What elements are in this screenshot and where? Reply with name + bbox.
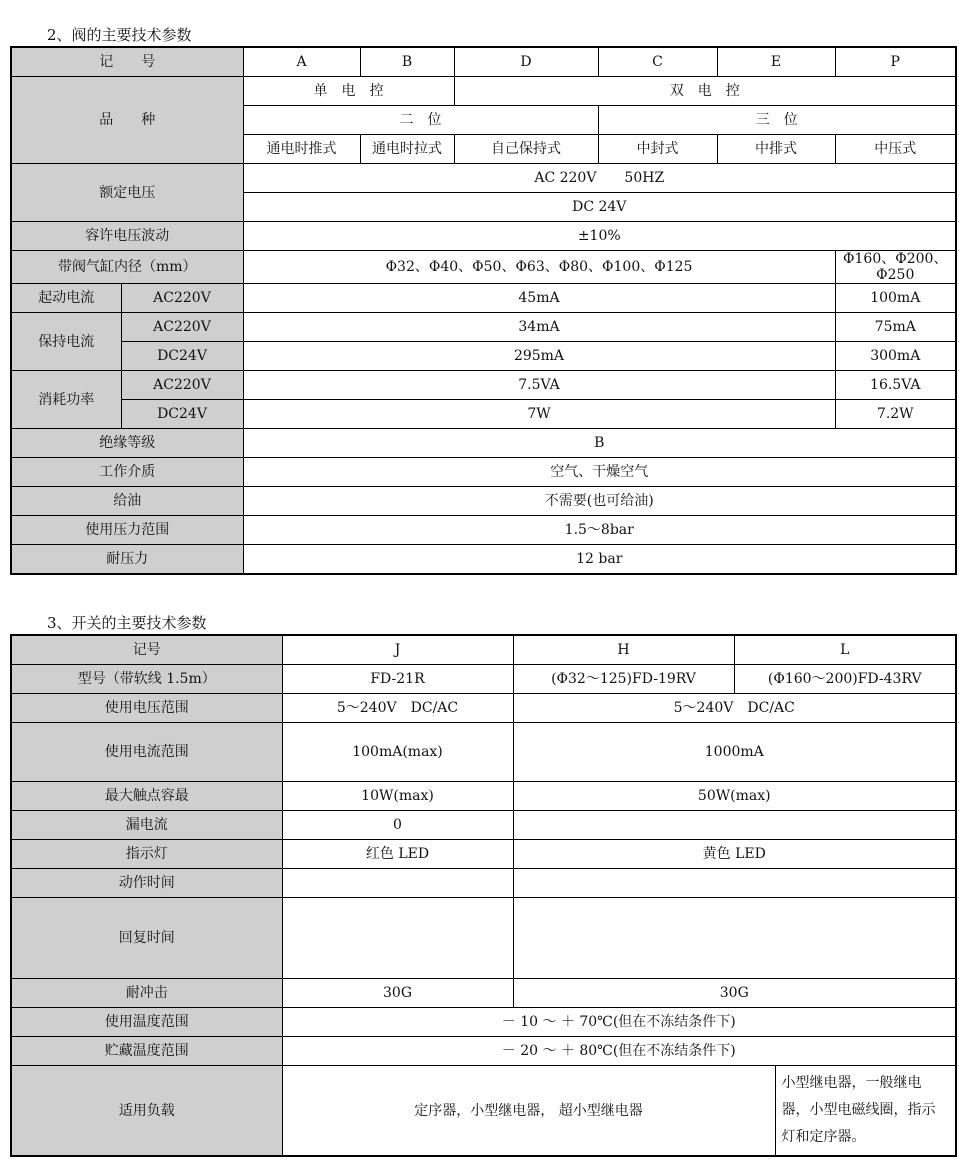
contact-hl: 50W(max) xyxy=(513,782,956,811)
power-dc-large: 7.2W xyxy=(835,400,956,429)
tolerance-value: ±10% xyxy=(243,222,956,251)
rated-voltage-label: 额定电压 xyxy=(11,164,243,222)
leak-hl xyxy=(513,811,956,840)
valve-heading: 2、阀的主要技术参数 xyxy=(47,26,192,44)
load-l: 小型继电器，一般继电器，小型电磁线圈，指示灯和定序器。 xyxy=(775,1066,956,1157)
model-h: (Φ32～125)FD-19RV xyxy=(513,665,734,694)
hold-current-label: 保持电流 xyxy=(11,313,121,371)
pressure-value: 1.5～8bar xyxy=(243,516,956,545)
load-jh: 定序器，小型继电器， 超小型继电器 xyxy=(282,1066,775,1157)
temp-use-value: － 10 ～ ＋ 70℃(但在不冻结条件下) xyxy=(282,1008,956,1037)
action-time-label: 动作时间 xyxy=(11,869,282,898)
double-control: 双 电 控 xyxy=(454,77,956,106)
lamp-j: 红色 LED xyxy=(282,840,513,869)
switch-code-j: J xyxy=(282,635,513,665)
hold-dc-small: 295mA xyxy=(243,342,835,371)
hold-ac-label: AC220V xyxy=(121,313,243,342)
reset-time-label: 回复时间 xyxy=(11,898,282,979)
type-pressure-center: 中压式 xyxy=(835,135,956,164)
action-time-hl xyxy=(513,869,956,898)
voltage-label: 使用电压范围 xyxy=(11,694,282,723)
hold-ac-small: 34mA xyxy=(243,313,835,342)
medium-label: 工作介质 xyxy=(11,458,243,487)
power-dc-label: DC24V xyxy=(121,400,243,429)
current-j: 100mA(max) xyxy=(282,723,513,782)
leak-j: 0 xyxy=(282,811,513,840)
start-current-ac-label: AC220V xyxy=(121,284,243,313)
reset-time-hl xyxy=(513,898,956,979)
shock-hl: 30G xyxy=(513,979,956,1008)
rated-voltage-dc: DC 24V xyxy=(243,193,956,222)
valve-code-d: D xyxy=(454,47,598,77)
voltage-hl: 5～240V DC/AC xyxy=(513,694,956,723)
start-ac-small: 45mA xyxy=(243,284,835,313)
switch-code-label: 记号 xyxy=(11,635,282,665)
reset-time-j xyxy=(282,898,513,979)
hold-dc-large: 300mA xyxy=(835,342,956,371)
power-dc-small: 7W xyxy=(243,400,835,429)
model-l: (Φ160～200)FD-43RV xyxy=(734,665,956,694)
bore-label: 带阀气缸内径（mm） xyxy=(11,251,243,284)
voltage-j: 5～240V DC/AC xyxy=(282,694,513,723)
power-ac-label: AC220V xyxy=(121,371,243,400)
contact-label: 最大触点容最 xyxy=(11,782,282,811)
power-label: 消耗功率 xyxy=(11,371,121,429)
model-label: 型号（带软线 1.5m） xyxy=(11,665,282,694)
bore-small: Φ32、Φ40、Φ50、Φ63、Φ80、Φ100、Φ125 xyxy=(243,251,835,284)
proof-value: 12 bar xyxy=(243,545,956,575)
bore-large: Φ160、Φ200、Φ250 xyxy=(835,251,956,284)
valve-spec-table xyxy=(10,46,957,575)
start-current-label: 起动电流 xyxy=(11,284,121,313)
temp-store-label: 贮藏温度范围 xyxy=(11,1037,282,1066)
valve-code-a: A xyxy=(243,47,360,77)
power-ac-large: 16.5VA xyxy=(835,371,956,400)
valve-code-p: P xyxy=(835,47,956,77)
model-j: FD-21R xyxy=(282,665,513,694)
oil-label: 给油 xyxy=(11,487,243,516)
valve-code-b: B xyxy=(360,47,454,77)
type-closed-center: 中封式 xyxy=(598,135,717,164)
lamp-label: 指示灯 xyxy=(11,840,282,869)
switch-heading: 3、开关的主要技术参数 xyxy=(47,614,207,632)
lamp-hl: 黄色 LED xyxy=(513,840,956,869)
valve-code-label: 记 号 xyxy=(11,47,243,77)
hold-ac-large: 75mA xyxy=(835,313,956,342)
switch-spec-table xyxy=(10,634,957,1157)
pressure-label: 使用压力范围 xyxy=(11,516,243,545)
current-label: 使用电流范围 xyxy=(11,723,282,782)
single-control: 单 电 控 xyxy=(243,77,454,106)
insulation-label: 绝缘等级 xyxy=(11,429,243,458)
type-self-hold: 自己保持式 xyxy=(454,135,598,164)
leak-label: 漏电流 xyxy=(11,811,282,840)
start-ac-large: 100mA xyxy=(835,284,956,313)
oil-value: 不需要(也可给油) xyxy=(243,487,956,516)
contact-j: 10W(max) xyxy=(282,782,513,811)
insulation-value: B xyxy=(243,429,956,458)
shock-j: 30G xyxy=(282,979,513,1008)
valve-code-c: C xyxy=(598,47,717,77)
variety-label: 品 种 xyxy=(11,77,243,164)
temp-use-label: 使用温度范围 xyxy=(11,1008,282,1037)
temp-store-value: － 20 ～ ＋ 80℃(但在不冻结条件下) xyxy=(282,1037,956,1066)
switch-code-l: L xyxy=(734,635,956,665)
type-push: 通电时推式 xyxy=(243,135,360,164)
hold-dc-label: DC24V xyxy=(121,342,243,371)
action-time-j xyxy=(282,869,513,898)
two-position: 二 位 xyxy=(243,106,598,135)
type-pull: 通电时拉式 xyxy=(360,135,454,164)
type-exhaust-center: 中排式 xyxy=(717,135,835,164)
rated-voltage-ac: AC 220V 50HZ xyxy=(243,164,956,193)
current-hl: 1000mA xyxy=(513,723,956,782)
three-position: 三 位 xyxy=(598,106,956,135)
load-label: 适用负载 xyxy=(11,1066,282,1157)
tolerance-label: 容许电压波动 xyxy=(11,222,243,251)
valve-code-e: E xyxy=(717,47,835,77)
power-ac-small: 7.5VA xyxy=(243,371,835,400)
switch-code-h: H xyxy=(513,635,734,665)
medium-value: 空气、干燥空气 xyxy=(243,458,956,487)
proof-label: 耐压力 xyxy=(11,545,243,575)
shock-label: 耐冲击 xyxy=(11,979,282,1008)
